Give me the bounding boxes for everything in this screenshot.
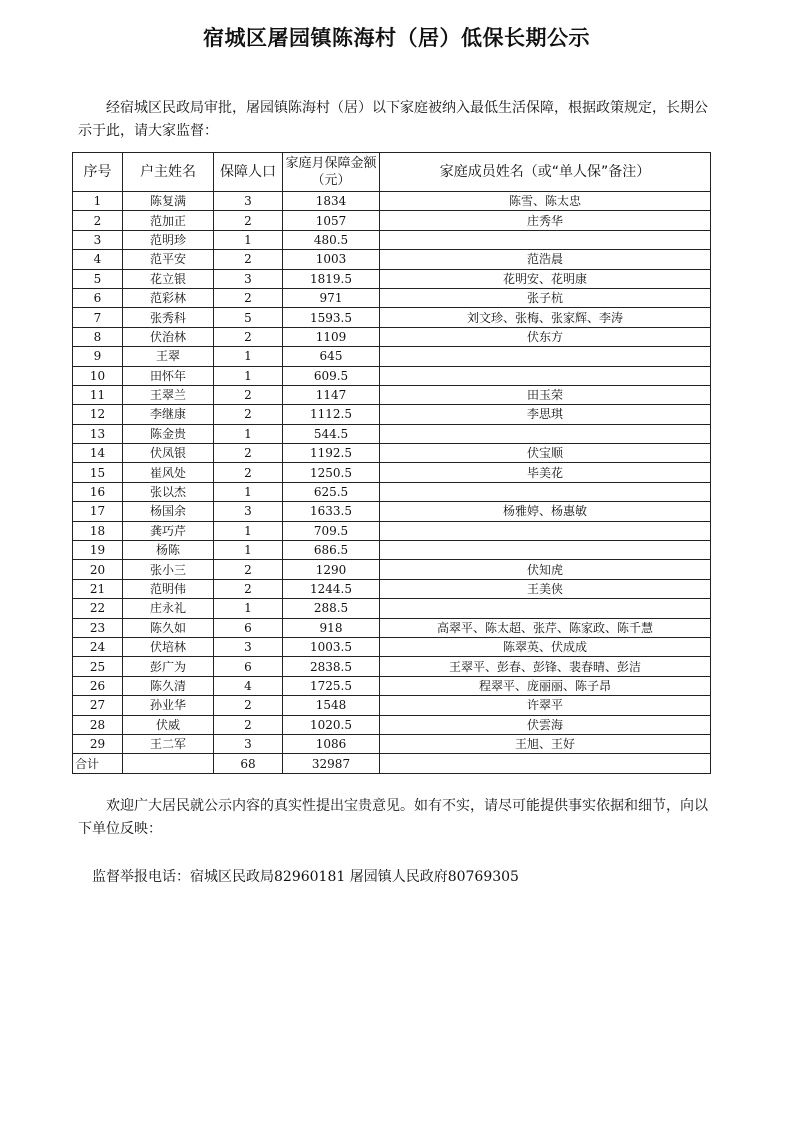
table-row: [73, 579, 711, 598]
row-amount: 2838.5: [283, 657, 380, 676]
table-row: [73, 211, 711, 230]
row-members: 范浩晨: [380, 250, 711, 269]
subsidy-table: [72, 152, 711, 774]
row-index: 25: [73, 657, 123, 676]
row-amount: 1290: [283, 560, 380, 579]
row-index: 12: [73, 405, 123, 424]
row-members: 伏宝顺: [380, 444, 711, 463]
row-index: 11: [73, 385, 123, 404]
total-empty: [123, 754, 214, 773]
row-people: 2: [214, 696, 283, 715]
row-amount: 1725.5: [283, 676, 380, 695]
row-index: 28: [73, 715, 123, 734]
header-people: 保障人口: [214, 153, 283, 192]
row-amount: 1003.5: [283, 637, 380, 656]
table-row: [73, 385, 711, 404]
row-people: 2: [214, 288, 283, 307]
table-row: [73, 696, 711, 715]
row-head-name: 陈金贵: [123, 424, 214, 443]
row-members: [380, 230, 711, 249]
table-row: [73, 560, 711, 579]
table-row: [73, 347, 711, 366]
intro-paragraph: 经宿城区民政局审批，屠园镇陈海村（居）以下家庭被纳入最低生活保障，根据政策规定，长期公示于此，请大家监督：: [78, 100, 708, 139]
row-people: 3: [214, 269, 283, 288]
row-people: 2: [214, 211, 283, 230]
row-people: 5: [214, 308, 283, 327]
row-people: 1: [214, 230, 283, 249]
row-members: [380, 521, 711, 540]
row-amount: 288.5: [283, 599, 380, 618]
header-index: 序号: [73, 153, 123, 192]
row-amount: 1244.5: [283, 579, 380, 598]
table-row: [73, 482, 711, 501]
row-index: 22: [73, 599, 123, 618]
row-people: 3: [214, 637, 283, 656]
table-row: [73, 657, 711, 676]
row-index: 3: [73, 230, 123, 249]
table-row: [73, 541, 711, 560]
row-members: 伏雲海: [380, 715, 711, 734]
row-members: 花明安、花明康: [380, 269, 711, 288]
row-head-name: 伏治林: [123, 327, 214, 346]
row-index: 9: [73, 347, 123, 366]
row-people: 4: [214, 676, 283, 695]
table-row: [73, 599, 711, 618]
row-people: 2: [214, 250, 283, 269]
row-members: 刘文珍、张梅、张家辉、李涛: [380, 308, 711, 327]
row-amount: 1250.5: [283, 463, 380, 482]
row-people: 2: [214, 560, 283, 579]
table-row: [73, 444, 711, 463]
table-row: [73, 250, 711, 269]
row-people: 1: [214, 599, 283, 618]
row-head-name: 杨国余: [123, 502, 214, 521]
table-row: [73, 637, 711, 656]
row-members: 庄秀华: [380, 211, 711, 230]
table-row: [73, 192, 711, 211]
row-head-name: 范平安: [123, 250, 214, 269]
row-head-name: 李继康: [123, 405, 214, 424]
row-people: 2: [214, 444, 283, 463]
total-amount: 32987: [283, 754, 380, 773]
table-row: [73, 230, 711, 249]
row-members: 田玉荣: [380, 385, 711, 404]
row-members: 高翠平、陈太超、张芹、陈家政、陈千慧: [380, 618, 711, 637]
row-amount: 1192.5: [283, 444, 380, 463]
row-index: 15: [73, 463, 123, 482]
row-people: 1: [214, 366, 283, 385]
row-people: 6: [214, 657, 283, 676]
row-index: 6: [73, 288, 123, 307]
table-header-row: [73, 153, 711, 192]
row-head-name: 孙业华: [123, 696, 214, 715]
row-people: 3: [214, 734, 283, 753]
table-row: [73, 405, 711, 424]
row-members: 张子杭: [380, 288, 711, 307]
row-head-name: 张秀科: [123, 308, 214, 327]
table-row: [73, 269, 711, 288]
contact-line: 监督举报电话：宿城区民政局82960181 屠园镇人民政府80769305: [92, 869, 519, 885]
header-head-name: 户主姓名: [123, 153, 214, 192]
row-people: 3: [214, 502, 283, 521]
row-people: 1: [214, 347, 283, 366]
row-people: 2: [214, 579, 283, 598]
header-amount: 家庭月保障金额（元）: [283, 153, 380, 192]
row-head-name: 伏凤银: [123, 444, 214, 463]
row-index: 20: [73, 560, 123, 579]
row-amount: 686.5: [283, 541, 380, 560]
row-head-name: 张以杰: [123, 482, 214, 501]
row-members: 伏东方: [380, 327, 711, 346]
table-row: [73, 308, 711, 327]
row-index: 17: [73, 502, 123, 521]
table-row: [73, 288, 711, 307]
total-people: 68: [214, 754, 283, 773]
row-index: 1: [73, 192, 123, 211]
row-members: [380, 599, 711, 618]
row-members: 伏知虎: [380, 560, 711, 579]
total-row: [73, 754, 711, 773]
row-members: 陈翠英、伏成成: [380, 637, 711, 656]
row-people: 1: [214, 482, 283, 501]
row-members: 王美侠: [380, 579, 711, 598]
table-row: [73, 366, 711, 385]
table-row: [73, 327, 711, 346]
row-head-name: 杨陈: [123, 541, 214, 560]
table-row: [73, 618, 711, 637]
row-people: 2: [214, 463, 283, 482]
row-index: 18: [73, 521, 123, 540]
page-title: 宿城区屠园镇陈海村（居）低保长期公示: [203, 26, 590, 50]
row-amount: 480.5: [283, 230, 380, 249]
table-row: [73, 521, 711, 540]
row-amount: 544.5: [283, 424, 380, 443]
row-index: 26: [73, 676, 123, 695]
row-amount: 1057: [283, 211, 380, 230]
row-index: 8: [73, 327, 123, 346]
row-head-name: 王翠: [123, 347, 214, 366]
row-members: 杨雅婷、杨惠敏: [380, 502, 711, 521]
row-index: 2: [73, 211, 123, 230]
row-members: 程翠平、庞丽丽、陈子昂: [380, 676, 711, 695]
row-people: 2: [214, 385, 283, 404]
row-head-name: 范明伟: [123, 579, 214, 598]
row-amount: 1020.5: [283, 715, 380, 734]
row-index: 21: [73, 579, 123, 598]
row-amount: 1633.5: [283, 502, 380, 521]
row-head-name: 陈复满: [123, 192, 214, 211]
row-index: 10: [73, 366, 123, 385]
row-index: 5: [73, 269, 123, 288]
row-index: 13: [73, 424, 123, 443]
row-amount: 1147: [283, 385, 380, 404]
row-people: 2: [214, 327, 283, 346]
row-head-name: 崔风处: [123, 463, 214, 482]
row-people: 1: [214, 541, 283, 560]
row-head-name: 龚巧芹: [123, 521, 214, 540]
row-head-name: 田怀年: [123, 366, 214, 385]
closing-paragraph: 欢迎广大居民就公示内容的真实性提出宝贵意见。如有不实，请尽可能提供事实依据和细节，向以下单位反映：: [78, 798, 708, 837]
row-head-name: 伏威: [123, 715, 214, 734]
row-index: 4: [73, 250, 123, 269]
row-head-name: 陈久如: [123, 618, 214, 637]
row-head-name: 彭广为: [123, 657, 214, 676]
row-amount: 1112.5: [283, 405, 380, 424]
row-people: 1: [214, 424, 283, 443]
row-amount: 1548: [283, 696, 380, 715]
row-people: 3: [214, 192, 283, 211]
row-index: 23: [73, 618, 123, 637]
table-row: [73, 676, 711, 695]
header-members: 家庭成员姓名（或“单人保”备注）: [380, 153, 711, 192]
row-amount: 1086: [283, 734, 380, 753]
row-members: 李思琪: [380, 405, 711, 424]
row-amount: 1819.5: [283, 269, 380, 288]
row-index: 29: [73, 734, 123, 753]
table-row: [73, 424, 711, 443]
row-amount: 1109: [283, 327, 380, 346]
row-head-name: 伏培林: [123, 637, 214, 656]
table-row: [73, 463, 711, 482]
row-members: [380, 366, 711, 385]
row-members: [380, 482, 711, 501]
table-row: [73, 734, 711, 753]
row-head-name: 张小三: [123, 560, 214, 579]
row-head-name: 王翠兰: [123, 385, 214, 404]
row-head-name: 范明珍: [123, 230, 214, 249]
row-index: 24: [73, 637, 123, 656]
row-amount: 918: [283, 618, 380, 637]
row-head-name: 陈久清: [123, 676, 214, 695]
row-index: 27: [73, 696, 123, 715]
row-amount: 609.5: [283, 366, 380, 385]
row-amount: 1593.5: [283, 308, 380, 327]
row-index: 16: [73, 482, 123, 501]
row-amount: 709.5: [283, 521, 380, 540]
row-head-name: 范加正: [123, 211, 214, 230]
row-head-name: 范彩林: [123, 288, 214, 307]
total-label: 合计: [73, 754, 123, 773]
row-members: [380, 424, 711, 443]
table-row: [73, 502, 711, 521]
row-people: 1: [214, 521, 283, 540]
row-index: 19: [73, 541, 123, 560]
row-index: 14: [73, 444, 123, 463]
row-people: 6: [214, 618, 283, 637]
row-people: 2: [214, 405, 283, 424]
row-amount: 1003: [283, 250, 380, 269]
row-members: 陈雪、陈太忠: [380, 192, 711, 211]
row-amount: 971: [283, 288, 380, 307]
row-amount: 645: [283, 347, 380, 366]
row-members: 许翠平: [380, 696, 711, 715]
row-index: 7: [73, 308, 123, 327]
row-amount: 625.5: [283, 482, 380, 501]
total-members-empty: [380, 754, 711, 773]
row-members: [380, 347, 711, 366]
row-members: 王旭、王好: [380, 734, 711, 753]
row-head-name: 王二军: [123, 734, 214, 753]
table-row: [73, 715, 711, 734]
table-body: [73, 192, 711, 754]
row-head-name: 花立银: [123, 269, 214, 288]
row-members: 王翠平、彭春、彭锋、裴春晴、彭洁: [380, 657, 711, 676]
row-members: 毕美花: [380, 463, 711, 482]
row-people: 2: [214, 715, 283, 734]
row-members: [380, 541, 711, 560]
row-amount: 1834: [283, 192, 380, 211]
row-head-name: 庄永礼: [123, 599, 214, 618]
